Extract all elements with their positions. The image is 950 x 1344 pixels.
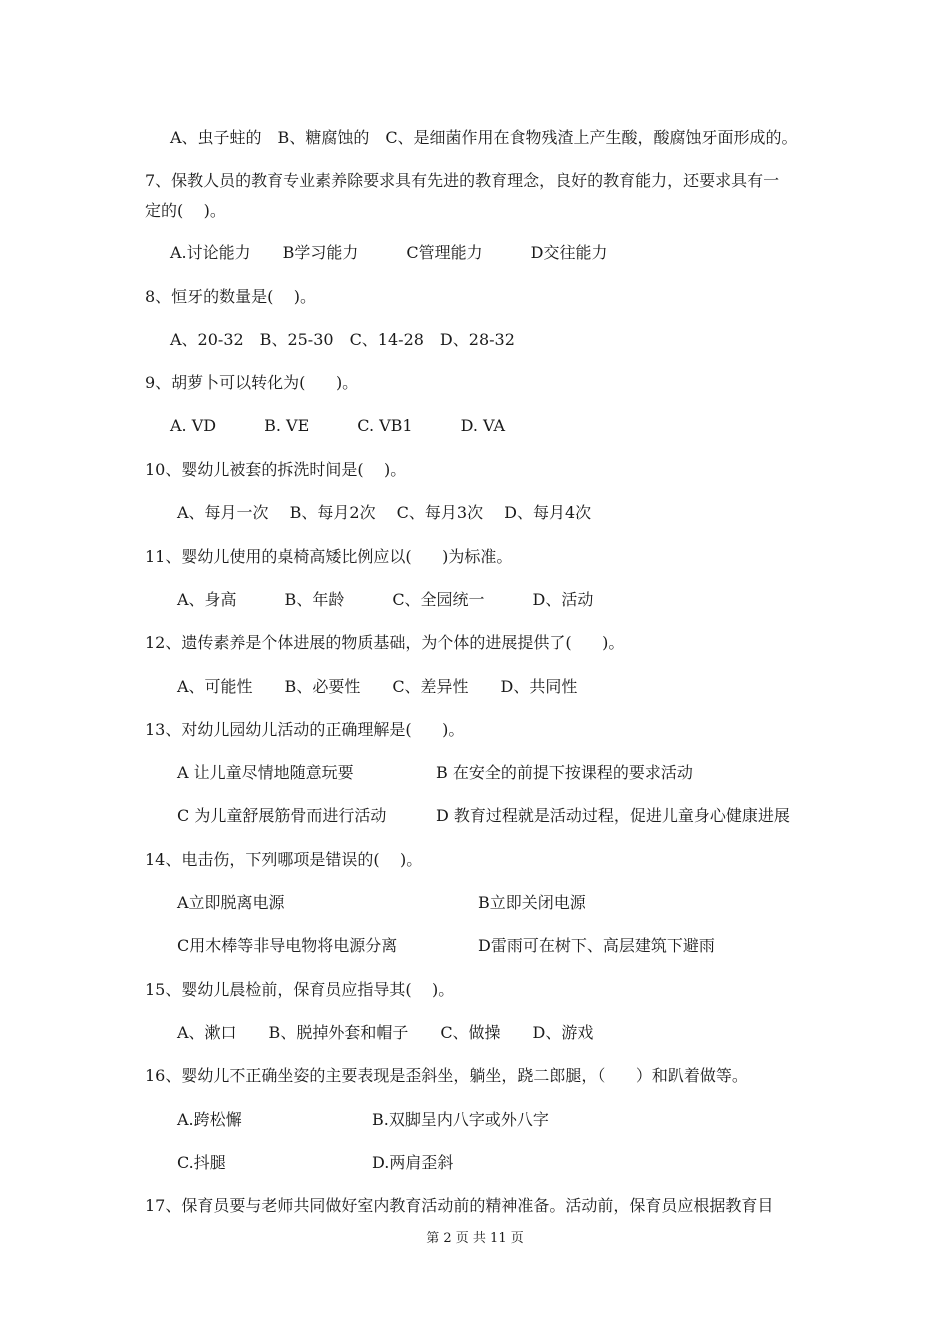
- q16-option-c: C.抖腿: [177, 1153, 226, 1172]
- q14-option-d: D雷雨可在树下、高层建筑下避雨: [478, 936, 715, 955]
- q10-stem: 10、婴幼儿被套的拆洗时间是( )。: [145, 460, 407, 479]
- q16-option-b: B.双脚呈内八字或外八字: [372, 1110, 549, 1129]
- q13-option-c: C 为儿童舒展筋骨而进行活动: [177, 806, 387, 825]
- q9-stem: 9、胡萝卜可以转化为( )。: [145, 373, 359, 392]
- q11-options: A、身高 B、年龄 C、全园统一 D、活动: [177, 590, 594, 609]
- q14-option-b: B立即关闭电源: [478, 893, 586, 912]
- q14-stem: 14、电击伤，下列哪项是错误的( )。: [145, 850, 423, 869]
- q13-option-d: D 教育过程就是活动过程，促进儿童身心健康进展: [436, 806, 790, 825]
- q8-stem: 8、恒牙的数量是( )。: [145, 287, 317, 306]
- q15-stem: 15、婴幼儿晨检前，保育员应指导其( )。: [145, 980, 455, 999]
- q16-stem: 16、婴幼儿不正确坐姿的主要表现是歪斜坐，躺坐，跷二郎腿，（ ）和趴着做等。: [145, 1066, 748, 1085]
- q14-option-a: A立即脱离电源: [177, 893, 285, 912]
- page-footer: 第 2 页 共 11 页: [426, 1231, 524, 1246]
- q13-option-a: A 让儿童尽情地随意玩要: [177, 763, 354, 782]
- q7-stem-line1: 7、保教人员的教育专业素养除要求具有先进的教育理念，良好的教育能力，还要求具有一: [145, 171, 780, 190]
- q16-option-d: D.两肩歪斜: [372, 1153, 454, 1172]
- q11-stem: 11、婴幼儿使用的桌椅高矮比例应以( )为标准。: [145, 547, 513, 566]
- q7-options: A.讨论能力 B学习能力 C管理能力 D交往能力: [170, 243, 608, 262]
- q12-stem: 12、遗传素养是个体进展的物质基础，为个体的进展提供了( )。: [145, 633, 625, 652]
- q8-options: A、20-32 B、25-30 C、14-28 D、28-32: [170, 330, 515, 349]
- q12-options: A、可能性 B、必要性 C、差异性 D、共同性: [177, 677, 578, 696]
- q7-stem-line2: 定的( )。: [145, 201, 226, 220]
- q17-stem: 17、保育员要与老师共同做好室内教育活动前的精神准备。活动前，保育员应根据教育目: [145, 1196, 774, 1215]
- q13-option-b: B 在安全的前提下按课程的要求活动: [436, 763, 693, 782]
- q10-options: A、每月一次 B、每月2次 C、每月3次 D、每月4次: [177, 503, 592, 522]
- q13-stem: 13、对幼儿园幼儿活动的正确理解是( )。: [145, 720, 465, 739]
- q16-option-a: A.跨松懈: [177, 1110, 242, 1129]
- q9-options: A. VD B. VE C. VB1 D. VA: [170, 416, 506, 435]
- q14-option-c: C用木棒等非导电物将电源分离: [177, 936, 398, 955]
- q15-options: A、漱口 B、脱掉外套和帽子 C、做操 D、游戏: [177, 1023, 594, 1042]
- q6-options: A、虫子蛀的 B、糖腐蚀的 C、是细菌作用在食物残渣上产生酸，酸腐蚀牙面形成的。: [170, 128, 798, 147]
